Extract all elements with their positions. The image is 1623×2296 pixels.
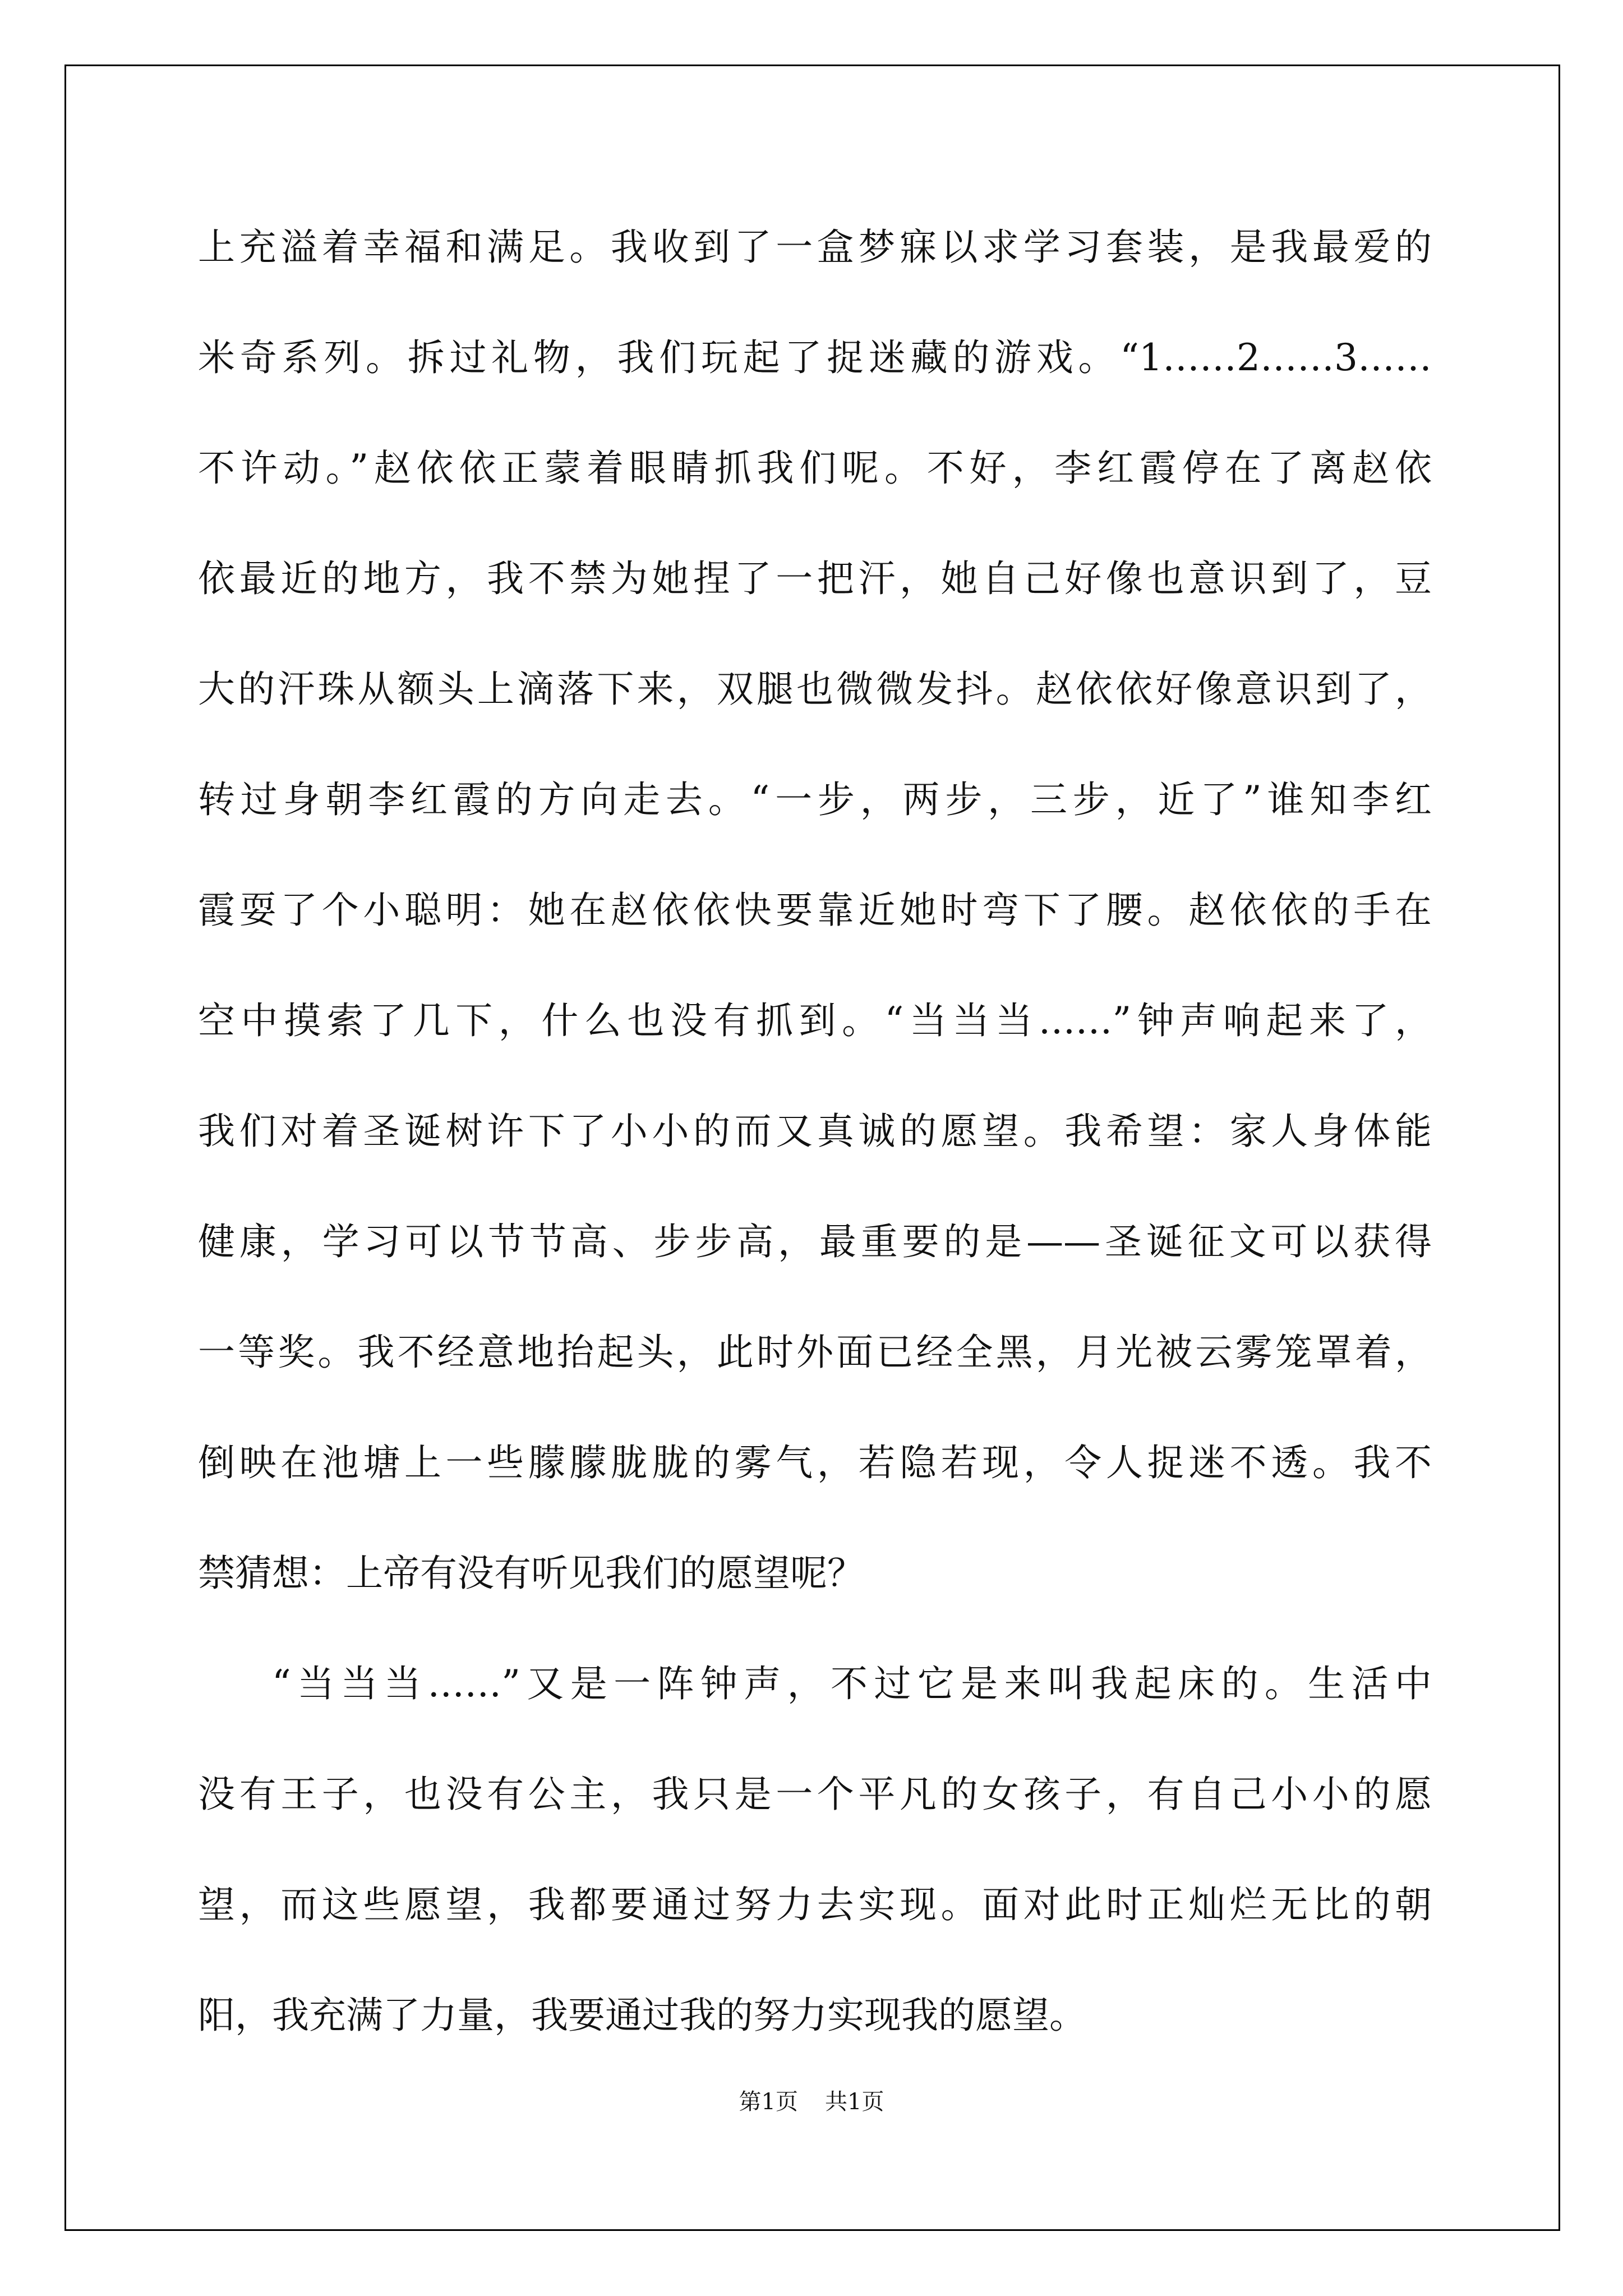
text-line: 转过身朝李红霞的方向走去。“一步，两步，三步，近了”谁知李红 — [198, 778, 1432, 821]
text-line: 倒映在池塘上一些朦朦胧胧的雾气，若隐若现，令人捉迷不透。我不 — [198, 1441, 1432, 1484]
text-line: 不许动。”赵依依正蒙着眼睛抓我们呢。不好，李红霞停在了离赵依 — [198, 447, 1432, 490]
text-line: 一等奖。我不经意地抬起头，此时外面已经全黑，月光被云雾笼罩着， — [198, 1331, 1432, 1374]
text-line: 米奇系列。拆过礼物，我们玩起了捉迷藏的游戏。“1……2……3…… — [198, 336, 1432, 379]
page-footer — [0, 2084, 1623, 2116]
text-line: 望，而这些愿望，我都要通过努力去实现。面对此时正灿烂无比的朝 — [198, 1883, 1432, 1926]
text-line: 健康，学习可以节节高、步步高，最重要的是——圣诞征文可以获得 — [198, 1220, 1432, 1263]
text-line: 禁猜想：上帝有没有听见我们的愿望呢？ — [198, 1552, 864, 1595]
page-number: 第1页 — [739, 2089, 798, 2115]
document-body — [198, 218, 1432, 2096]
text-line: 大的汗珠从额头上滴落下来，双腿也微微发抖。赵依依好像意识到了， — [198, 668, 1432, 711]
text-line: “当当当……”又是一阵钟声，不过它是来叫我起床的。生活中 — [272, 1662, 1432, 1705]
text-line: 没有王子，也没有公主，我只是一个平凡的女孩子，有自己小小的愿 — [198, 1773, 1432, 1816]
text-line: 上充溢着幸福和满足。我收到了一盒梦寐以求学习套装，是我最爱的 — [198, 226, 1432, 269]
page-total: 共1页 — [825, 2089, 884, 2115]
text-line: 空中摸索了几下，什么也没有抓到。“当当当……”钟声响起来了， — [198, 999, 1432, 1042]
text-line: 阳，我充满了力量，我要通过我的努力实现我的愿望。 — [198, 1994, 1086, 2037]
text-line: 我们对着圣诞树许下了小小的而又真诚的愿望。我希望：家人身体能 — [198, 1110, 1432, 1153]
text-line: 依最近的地方，我不禁为她捏了一把汗，她自己好像也意识到了，豆 — [198, 557, 1432, 600]
text-line: 霞耍了个小聪明：她在赵依依快要靠近她时弯下了腰。赵依依的手在 — [198, 889, 1432, 932]
